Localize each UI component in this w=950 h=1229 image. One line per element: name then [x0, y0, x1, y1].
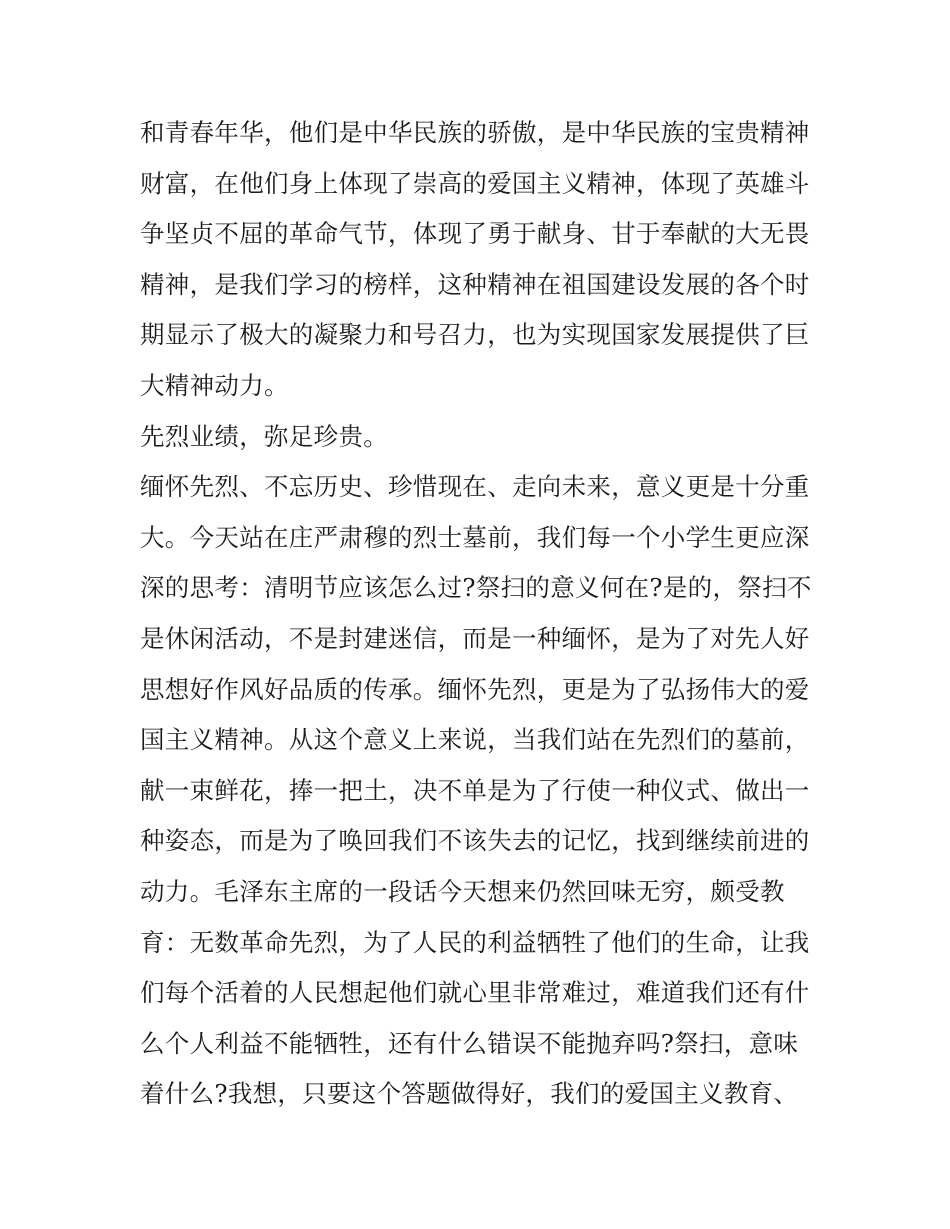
text-line: 缅怀先烈、不忘历史、珍惜现在、走向未来，意义更是十分重	[140, 472, 810, 502]
text-line: 动力。毛泽东主席的一段话今天想来仍然回味无穷，颇受教	[140, 876, 785, 906]
text-line: 是休闲活动，不是封建迷信，而是一种缅怀，是为了对先人好	[140, 623, 810, 653]
text-line: 种姿态，而是为了唤回我们不该失去的记忆，找到继续前进的	[140, 826, 810, 856]
body-text	[140, 108, 820, 1120]
text-line: 思想好作风好品质的传承。缅怀先烈，更是为了弘扬伟大的爱	[140, 674, 810, 704]
text-line: 么个人利益不能牺牲，还有什么错误不能抛弃吗?祭扫，意味	[140, 1028, 799, 1058]
text-line: 大。今天站在庄严肃穆的烈士墓前，我们每一个小学生更应深	[140, 522, 810, 552]
text-line: 争坚贞不屈的革命气节，体现了勇于献身、甘于奉献的大无畏	[140, 219, 810, 249]
text-line: 着什么?我想，只要这个答题做得好，我们的爱国主义教育、	[140, 1079, 799, 1109]
text-line: 财富，在他们身上体现了崇高的爱国主义精神，体现了英雄斗	[140, 168, 810, 198]
text-line: 大精神动力。	[140, 370, 289, 400]
text-line: 期显示了极大的凝聚力和号召力，也为实现国家发展提供了巨	[140, 320, 810, 350]
text-line: 们每个活着的人民想起他们就心里非常难过，难道我们还有什	[140, 978, 810, 1008]
text-line: 精神，是我们学习的榜样，这种精神在祖国建设发展的各个时	[140, 269, 810, 299]
text-line: 国主义精神。从这个意义上来说，当我们站在先烈们的墓前，	[140, 725, 810, 755]
text-line: 深的思考：清明节应该怎么过?祭扫的意义何在?是的，祭扫不	[140, 573, 812, 603]
text-line: 先烈业绩，弥足珍贵。	[140, 421, 388, 451]
text-line: 育：无数革命先烈，为了人民的利益牺牲了他们的生命，让我	[140, 927, 810, 957]
text-line: 和青春年华，他们是中华民族的骄傲，是中华民族的宝贵精神	[140, 118, 810, 147]
text-line: 献一束鲜花，捧一把土，决不单是为了行使一种仪式、做出一	[140, 775, 810, 805]
